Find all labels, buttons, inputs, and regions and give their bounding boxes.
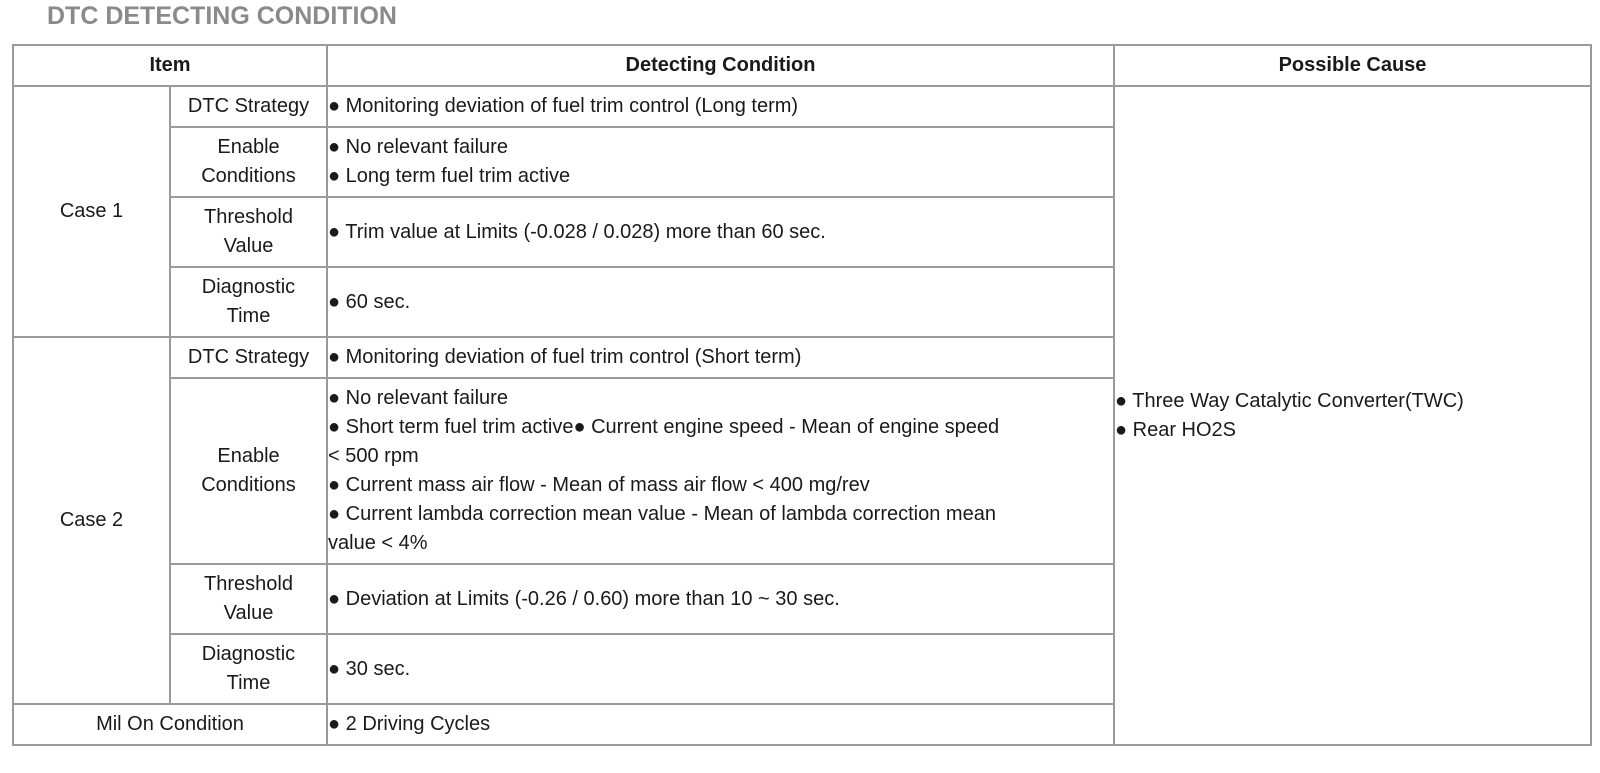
label-line: Conditions — [201, 165, 296, 187]
condition-line: ● Current mass air flow - Mean of mass air flow < 400 mg/rev — [328, 474, 870, 496]
condition-line: ● Long term fuel trim active — [328, 165, 571, 187]
label-line: Diagnostic — [201, 643, 296, 665]
case-2-diagnostic-value: ● 30 sec. — [327, 634, 1114, 704]
case-2-label: Case 2 — [13, 337, 170, 704]
label-line: Value — [223, 235, 274, 257]
condition-line: < 500 rpm — [328, 445, 419, 467]
label-line: Threshold — [204, 573, 293, 595]
label-line: Value — [223, 602, 274, 624]
condition-line: value < 4% — [328, 532, 428, 554]
case-1-threshold-label — [170, 197, 327, 267]
case-1-diagnostic-label — [170, 267, 327, 337]
case-1-strategy-value: ● Monitoring deviation of fuel trim control (Long term) — [327, 86, 1114, 127]
dtc-condition-table — [12, 44, 1592, 746]
case-2-enable-label — [170, 378, 327, 564]
table-row — [13, 86, 1591, 127]
page-title: DTC DETECTING CONDITION — [47, 2, 397, 30]
case-1-enable-values — [327, 127, 1114, 197]
table-header-row — [13, 45, 1591, 86]
case-2-enable-values — [327, 378, 1114, 564]
label-line: Enable — [217, 445, 280, 467]
case-2-strategy-value: ● Monitoring deviation of fuel trim control (Short term) — [327, 337, 1114, 378]
condition-line: ● No relevant failure — [328, 136, 508, 158]
case-2-strategy-label: DTC Strategy — [170, 337, 327, 378]
label-line: Threshold — [204, 206, 293, 228]
header-item: Item — [13, 45, 327, 86]
case-2-threshold-label — [170, 564, 327, 634]
case-1-diagnostic-value: ● 60 sec. — [327, 267, 1114, 337]
label-line: Conditions — [201, 474, 296, 496]
label-line: Time — [226, 672, 271, 694]
case-1-enable-label — [170, 127, 327, 197]
condition-line: ● Current lambda correction mean value - Mean of lambda correction mean — [328, 503, 996, 525]
case-1-label: Case 1 — [13, 86, 170, 337]
possible-cause-item: ● Three Way Catalytic Converter(TWC) — [1115, 389, 1464, 412]
case-2-diagnostic-label — [170, 634, 327, 704]
mil-on-value: ● 2 Driving Cycles — [327, 704, 1114, 745]
mil-on-label: Mil On Condition — [13, 704, 327, 745]
case-1-strategy-label: DTC Strategy — [170, 86, 327, 127]
header-possible-cause: Possible Cause — [1114, 45, 1591, 86]
possible-cause-cell — [1114, 86, 1591, 745]
possible-cause-item: ● Rear HO2S — [1115, 418, 1237, 441]
label-line: Enable — [217, 136, 280, 158]
label-line: Diagnostic — [201, 276, 296, 298]
case-2-threshold-value: ● Deviation at Limits (-0.26 / 0.60) more than 10 ~ 30 sec. — [327, 564, 1114, 634]
label-line: Time — [226, 305, 271, 327]
condition-line: ● No relevant failure — [328, 387, 508, 409]
condition-line: ● Short term fuel trim active● Current engine speed - Mean of engine speed — [328, 416, 1000, 438]
case-1-threshold-value: ● Trim value at Limits (-0.028 / 0.028) more than 60 sec. — [327, 197, 1114, 267]
header-detecting-condition: Detecting Condition — [327, 45, 1114, 86]
